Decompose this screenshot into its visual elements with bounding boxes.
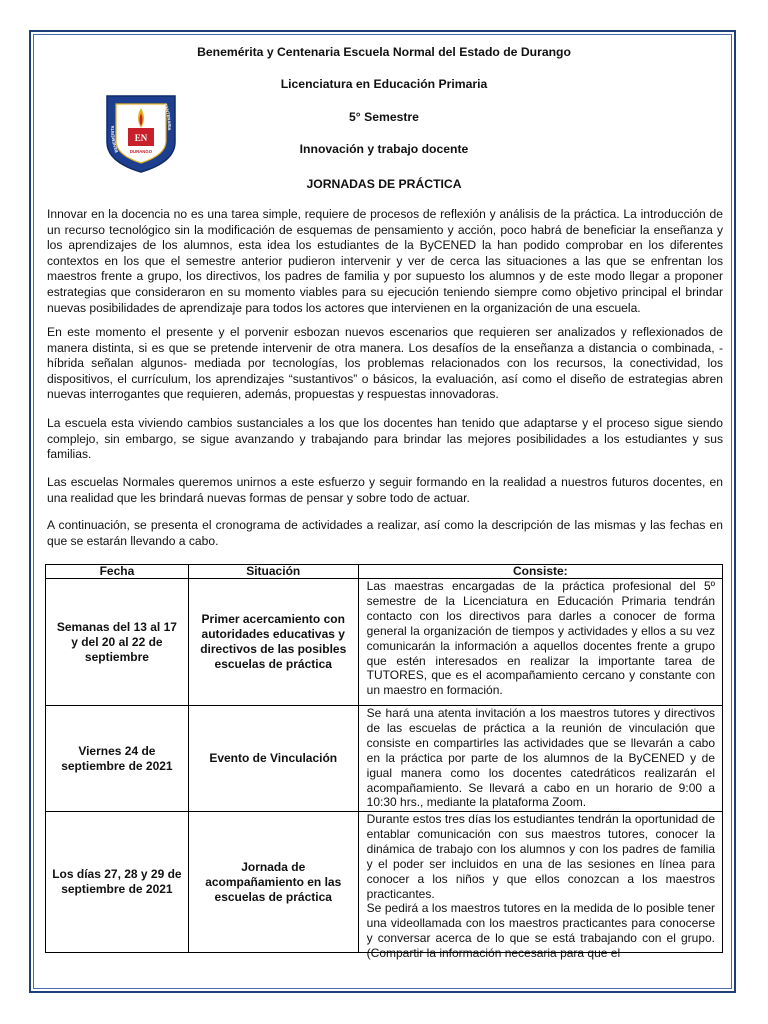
row-fecha: Semanas del 13 al 17 y del 20 al 22 de septiembre (46, 579, 189, 706)
logo-place: DURANGO (129, 149, 153, 154)
logo-letters: EN (134, 133, 148, 143)
row-consiste: Durante estos tres días los estudiantes tendrán la oportunidad de entablar comunicación con sus maestros tutores, conocer la dinámica de trabajo con los alumnos y con los padres de familia y el poder ser incluidos en una de las sesiones en línea para conocer a los niños y que ellos conozcan a los maestros practicantes. (366, 812, 715, 901)
table-row (46, 812, 723, 953)
institution-title: Benemérita y Centenaria Escuela Normal del Estado de Durango (197, 45, 571, 59)
course-title: Innovación y trabajo docente (299, 142, 469, 156)
row-consiste-continued: Se pedirá a los maestros tutores en la medida de lo posible tener una videollamada con los maestros practicantes para conocerse y conversar acerca de lo que se está trabajando con el grupo. (Compartir la información necesaria para que el (366, 901, 715, 961)
schedule-table (45, 564, 723, 961)
column-header-consiste: Consiste: (358, 565, 722, 579)
paragraph-scenarios: En este momento el presente y el porvenir esbozan nuevos escenarios que requieren ser analizados y reflexionados de manera distinta, si es que se pretende intervenir de otra manera. Los desafíos de la enseñanza a distancia o combinada, -híbrida señalan algunos- mediada por tecnologías, los problemas relacionados con los recursos, la conectividad, los dispositivos, el currículum, los aprendizajes “sustantivos” o básicos, la evaluación, así como el diseño de estrategias abren nuevas interrogantes que requieren, además, propuestas y respuestas innovadoras. (47, 325, 723, 402)
paragraph-normal-schools: Las escuelas Normales queremos unirnos a este esfuerzo y seguir formando en la realidad a nuestros futuros docentes, en una realidad que les brindará nuevas formas de pensar y sobre todo de actuar. (47, 475, 723, 505)
table-row (46, 579, 723, 706)
logo-text-left: BENEMÉRITA (109, 125, 119, 154)
document-title: JORNADAS DE PRÁCTICA (306, 177, 462, 191)
table-row (46, 706, 723, 812)
column-header-fecha: Fecha (46, 565, 189, 579)
row-consiste: Se hará una atenta invitación a los maestros tutores y directivos de las escuelas de práctica a la reunión de vinculación que consiste en compartirles las actividades que se llevarán a cabo en la práctica por parte de los alumnos de la ByCENED y de igual manera como los docentes catedráticos realizarán el acompañamiento. Se llevará a cabo en un horario de 9:00 a 10:30 hrs., mediante la plataforma Zoom. (358, 706, 722, 812)
row-situacion: Evento de Vinculación (188, 706, 358, 812)
paragraph-intro: Innovar en la docencia no es una tarea simple, requiere de procesos de reflexión y análisis de la práctica. La introducción de un recurso tecnológico sin la modificación de esquemas de pensamiento y acción, poco habrá de beneficiar la enseñanza y los aprendizajes de los alumnos, esta idea los estudiantes de la ByCENED la han podido comprobar en los diferentes contextos en los que el semestre anterior pudieron intervenir y ver de cerca las situaciones a las que se enfrentan los maestros frente a grupo, los directivos, los padres de familia y por supuesto los alumnos y de este modo llegar a proponer estrategias que consideraron en su momento viables para su ejecución teniendo siempre como objetivo principal el brindar nuevas posibilidades de aprendizaje para todos los actores que intervienen en la organización de una escuela. (47, 207, 723, 315)
row-consiste-cell (358, 812, 722, 961)
program-title: Licenciatura en Educación Primaria (280, 77, 488, 91)
row-fecha: Los días 27, 28 y 29 de septiembre de 2021 (46, 812, 189, 953)
logo-text-right: CENTENARIA (163, 102, 173, 131)
paragraph-school-changes: La escuela esta viviendo cambios sustanciales a los que los docentes han tenido que adaptarse y el proceso sigue siendo complejo, sin embargo, se sigue avanzando y trabajando para brindar las mejores posibilidades a los estudiantes y sus familias. (47, 416, 723, 462)
column-header-situacion: Situación (188, 565, 358, 579)
row-consiste-clip (366, 812, 715, 961)
row-fecha: Viernes 24 de septiembre de 2021 (46, 706, 189, 812)
semester-label: 5° Semestre (349, 110, 419, 124)
school-crest-logo (104, 92, 178, 174)
row-consiste: Las maestras encargadas de la práctica profesional del 5º semestre de la Licenciatura en Educación Primaria tendrán contacto con los directivos para darles a conocer de forma general la organización de tiempos y actividades y ellos a su vez comunicarán la información a aquellos docentes frente a grupo que estén interesados en realizar la importante tarea de TUTORES, que es el acompañamiento cercano y constante con un maestro en formación. (358, 579, 722, 706)
row-situacion: Jornada de acompañamiento en las escuelas de práctica (188, 812, 358, 953)
row-situacion: Primer acercamiento con autoridades educativas y directivos de las posibles escuelas de práctica (188, 579, 358, 706)
paragraph-schedule-intro: A continuación, se presenta el cronograma de actividades a realizar, así como la descripción de las mismas y las fechas en que se estarán llevando a cabo. (47, 518, 723, 548)
table-header-row (46, 565, 723, 579)
